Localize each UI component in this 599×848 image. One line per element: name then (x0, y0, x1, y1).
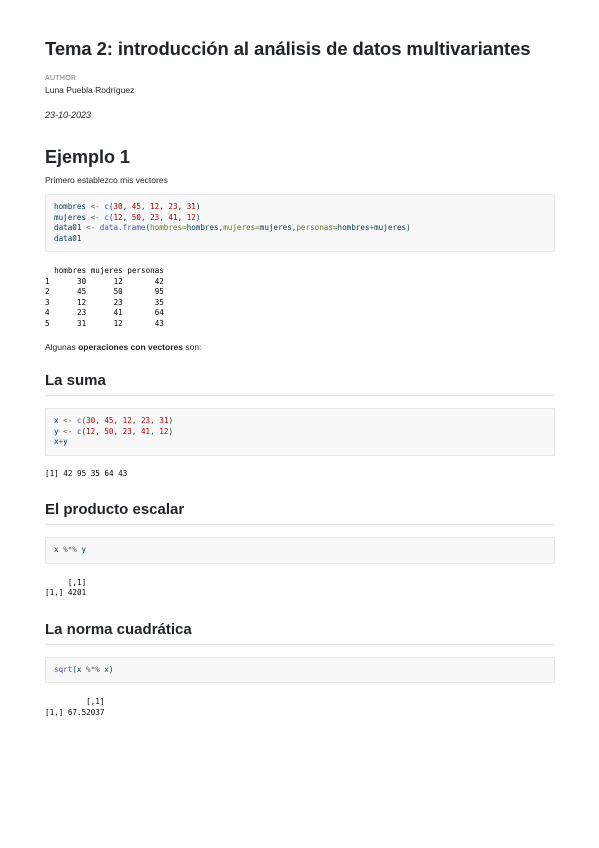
intro-text: Primero establezco mis vectores (45, 175, 168, 185)
document-date: 23-10-2023 (45, 110, 92, 120)
section-heading-producto: El producto escalar (45, 501, 554, 525)
code-output-producto: [,1] [1,] 4201 (45, 577, 87, 597)
page-title: Tema 2: introducción al análisis de datos multivariantes (45, 38, 531, 59)
code-block-norma[interactable] (45, 657, 555, 684)
code-line: x %*% y (54, 545, 87, 554)
author-name: Luna Puebla Rodríguez (45, 85, 135, 95)
author-label: AUTHOR (45, 75, 77, 82)
code-block-vectors[interactable] (45, 194, 555, 252)
section-heading-suma: La suma (45, 372, 554, 396)
code-line: y <- c(12, 50, 23, 41, 12) (54, 426, 174, 436)
section-heading-ejemplo: Ejemplo 1 (45, 147, 131, 167)
section-heading-norma: La norma cuadrática (45, 621, 554, 645)
code-output-dataframe: hombres mujeres personas 1 30 12 42 2 45 50 95 3 12 23 35 4 23 41 64 5 31 12 43 (45, 266, 164, 328)
code-line: x <- c(30, 45, 12, 23, 31) (54, 416, 174, 425)
code-line: data01 (54, 233, 82, 243)
code-output-norma: [,1] [1,] 67.52037 (45, 697, 105, 717)
code-line: mujeres <- c(12, 50, 23, 41, 12) (54, 212, 201, 222)
operations-text: Algunas operaciones con vectores son: (45, 342, 202, 352)
code-line: data01 <- data.frame(hombres=hombres,mujeres=mujeres,personas=hombres+mujeres) (54, 223, 411, 232)
code-block-suma[interactable] (45, 408, 555, 456)
code-line: sqrt(x %*% x) (54, 664, 114, 674)
code-line: hombres <- c(30, 45, 12, 23, 31) (54, 202, 201, 211)
code-block-producto[interactable] (45, 537, 555, 564)
code-line: x+y (54, 437, 68, 446)
code-output-suma: [1] 42 95 35 64 43 (45, 468, 128, 478)
